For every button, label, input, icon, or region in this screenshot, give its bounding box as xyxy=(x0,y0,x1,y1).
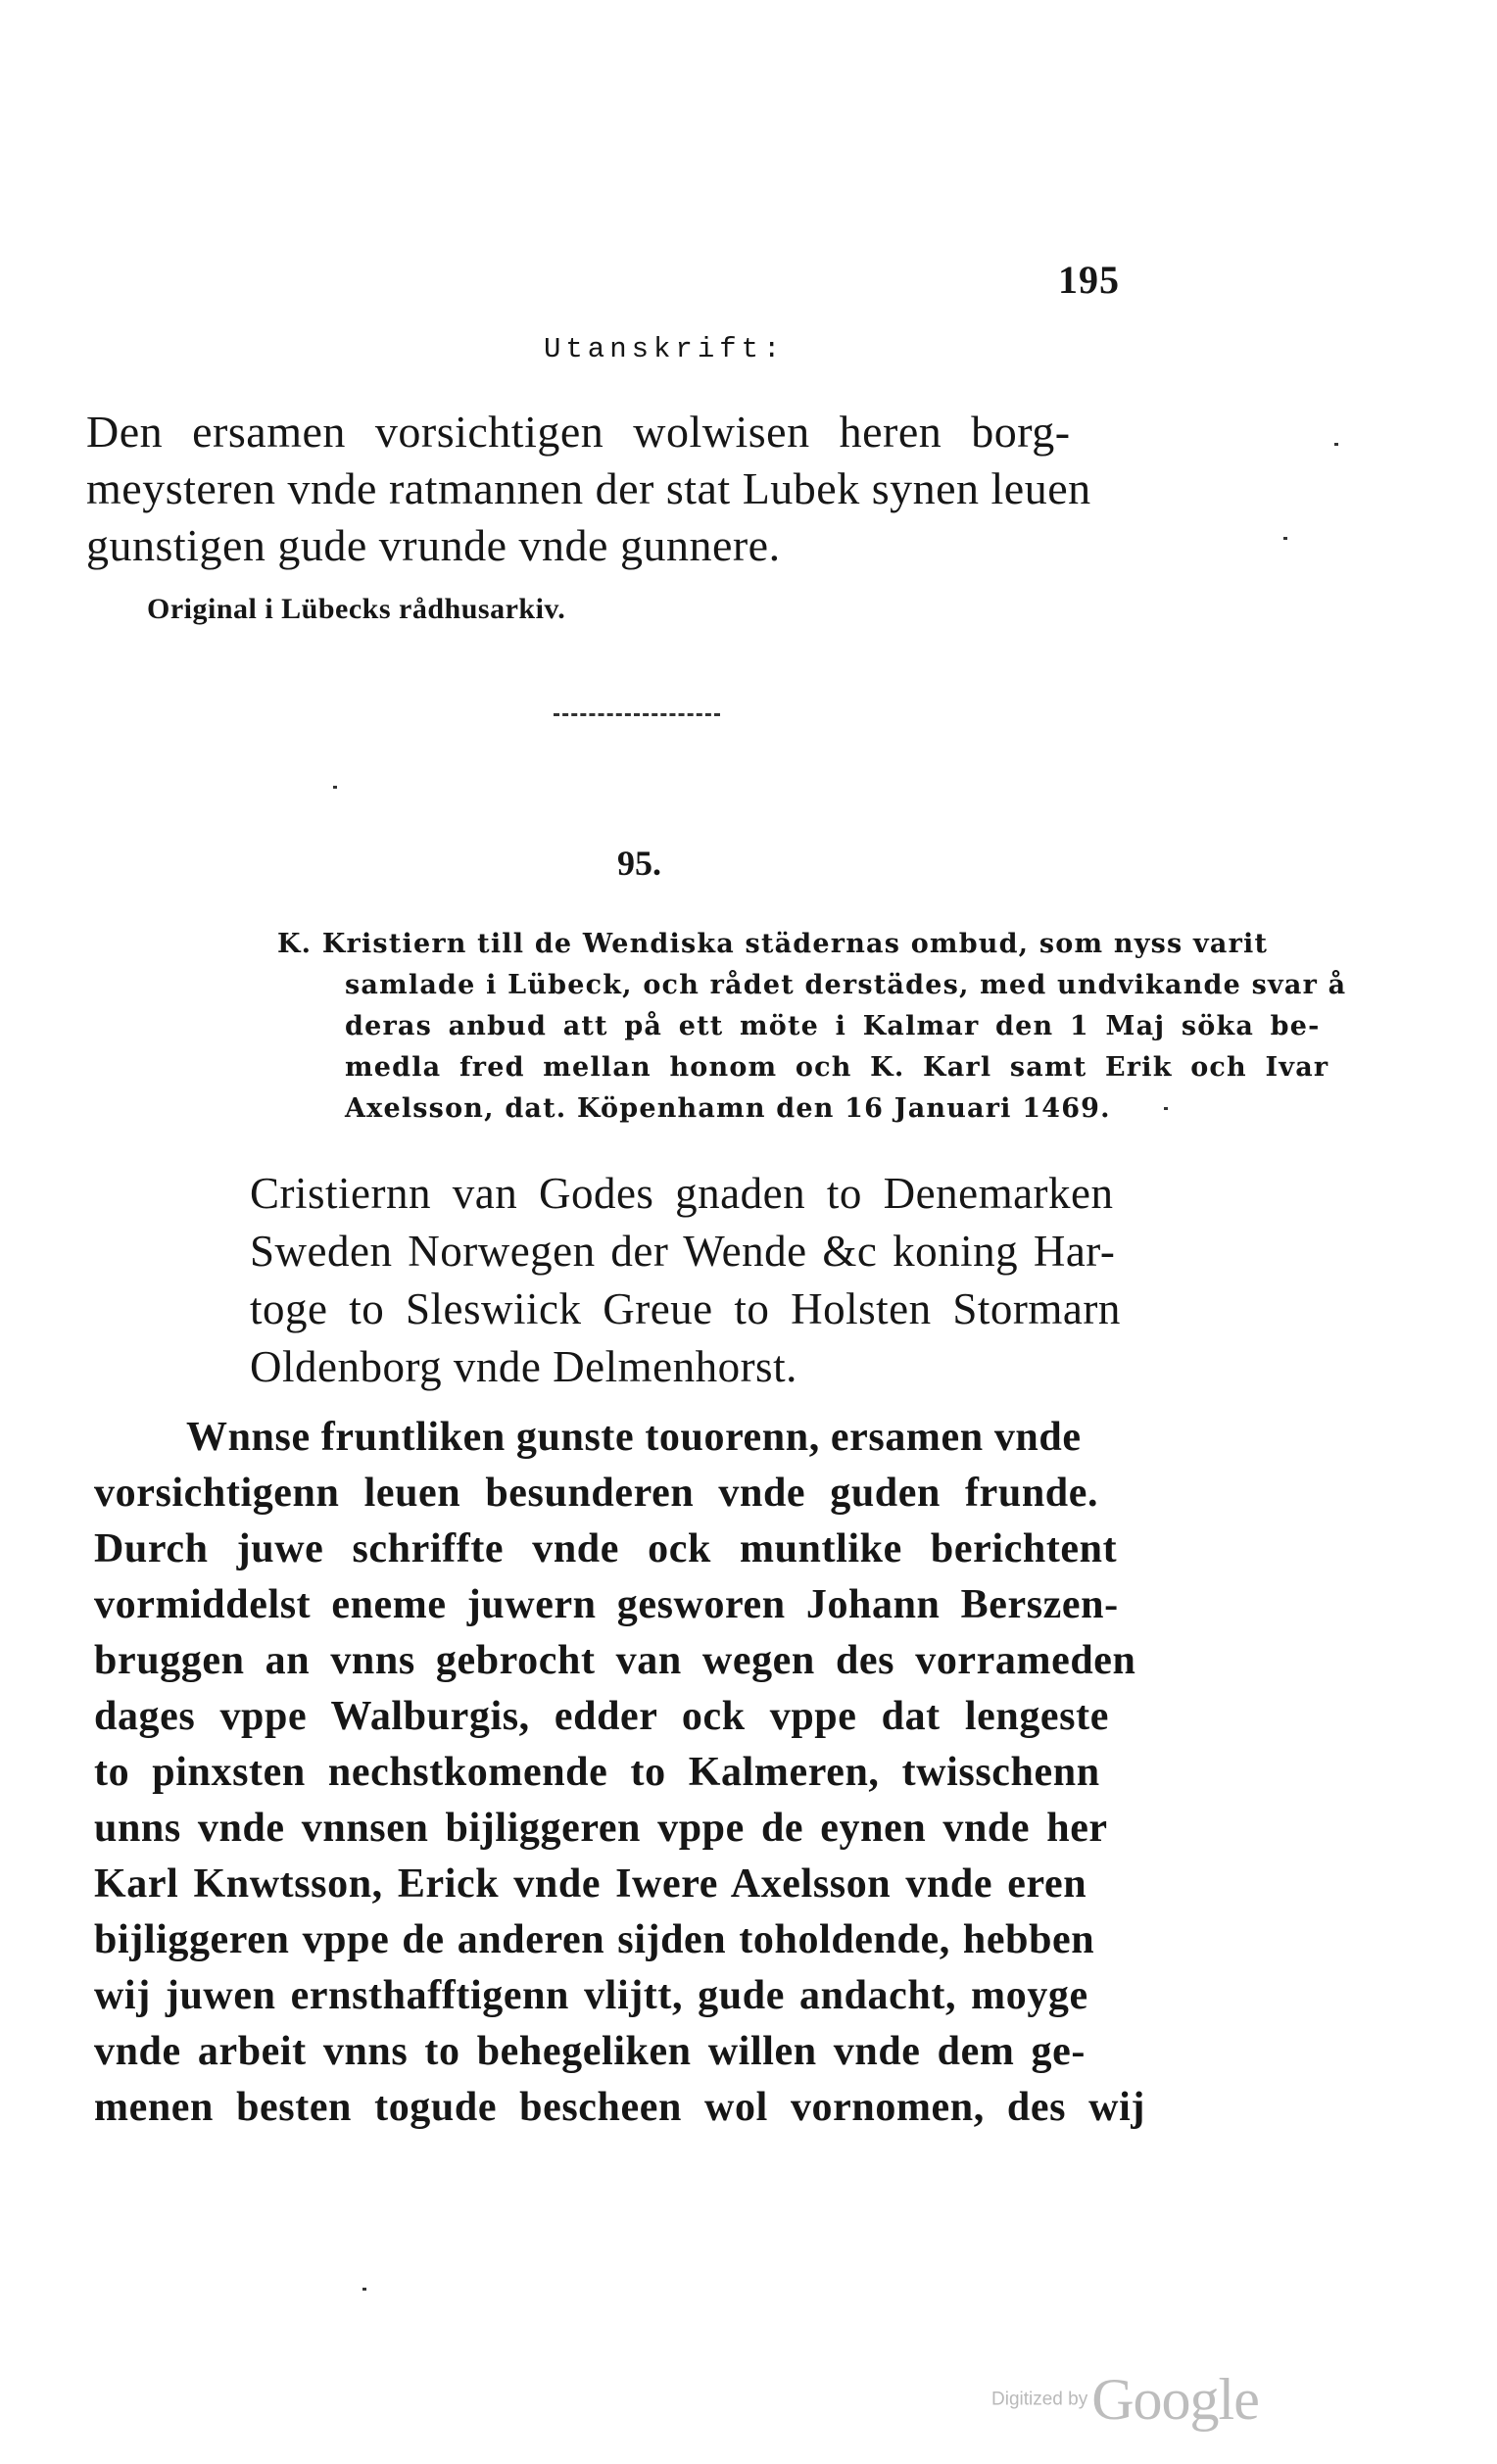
body-line: vorsichtigenn leuen besunderen vnde guden frunde. xyxy=(94,1471,1099,1516)
body-line: to pinxsten nechstkomende to Kalmeren, twisschenn xyxy=(94,1750,1100,1795)
body-line: Durch juwe schriffte vnde ock muntlike berichtent xyxy=(94,1526,1118,1571)
address-line: Den ersamen vorsichtigen wolwisen heren borg- xyxy=(86,407,1071,457)
address-heading: Utanskrift: xyxy=(544,333,786,365)
body-line: wij juwen ernsthafftigenn vlijtt, gude andacht, moyge xyxy=(94,1973,1088,2018)
summary-line: deras anbud att på ett möte i Kalmar den 1 Maj söka be- xyxy=(345,1011,1321,1041)
watermark-prefix: Digitized by xyxy=(991,2389,1088,2410)
intro-line: Cristiernn van Godes gnaden to Denemarken xyxy=(250,1169,1114,1218)
summary-line: medla fred mellan honom och K. Karl samt Erik och Ivar xyxy=(345,1052,1329,1083)
body-line: unns vnde vnnsen bijliggeren vppe de eynen vnde her xyxy=(94,1806,1108,1851)
body-line: bijliggeren vppe de anderen sijden toholdende, hebben xyxy=(94,1917,1095,1962)
intro-line: Oldenborg vnde Delmenhorst. xyxy=(250,1342,797,1391)
body-line: bruggen an vnns gebrocht van wegen des vorrameden xyxy=(94,1638,1136,1683)
scan-speck xyxy=(1334,443,1338,446)
document-number: 95. xyxy=(617,844,661,883)
body-line: Wnnse fruntliken gunste touorenn, ersamen vnde xyxy=(186,1415,1082,1460)
body-line: vnde arbeit vnns to behegeliken willen vnde dem ge- xyxy=(94,2029,1086,2074)
digitized-watermark xyxy=(991,2366,1259,2434)
source-note: Original i Lübecks rådhusarkiv. xyxy=(147,593,566,625)
body-line: dages vppe Walburgis, edder ock vppe dat lengeste xyxy=(94,1694,1109,1739)
summary-line: samlade i Lübeck, och rådet derstädes, med undvikande svar å xyxy=(345,970,1347,1000)
address-line: gunstigen gude vrunde vnde gunnere. xyxy=(86,520,781,570)
body-line: Karl Knwtsson, Erick vnde Iwere Axelsson vnde eren xyxy=(94,1861,1087,1907)
intro-line: Sweden Norwegen der Wende &c koning Har- xyxy=(250,1227,1116,1276)
page-number: 195 xyxy=(1058,258,1120,302)
intro-line: toge to Sleswiick Greue to Holsten Stormarn xyxy=(250,1284,1121,1333)
scan-speck xyxy=(362,2288,366,2291)
section-divider xyxy=(554,713,720,716)
body-line: vormiddelst eneme juwern gesworen Johann Berszen- xyxy=(94,1582,1119,1627)
google-logo: Google xyxy=(1091,2367,1259,2432)
summary-line: Axelsson, dat. Köpenhamn den 16 Januari 1469. xyxy=(345,1093,1111,1124)
scan-speck xyxy=(333,786,337,789)
scan-speck xyxy=(1283,537,1287,540)
summary-line: K. Kristiern till de Wendiska städernas ombud, som nyss varit xyxy=(277,929,1269,959)
body-line: menen besten togude bescheen wol vornomen, des wij xyxy=(94,2085,1145,2130)
address-line: meysteren vnde ratmannen der stat Lubek synen leuen xyxy=(86,463,1091,513)
scan-speck xyxy=(1164,1107,1168,1110)
